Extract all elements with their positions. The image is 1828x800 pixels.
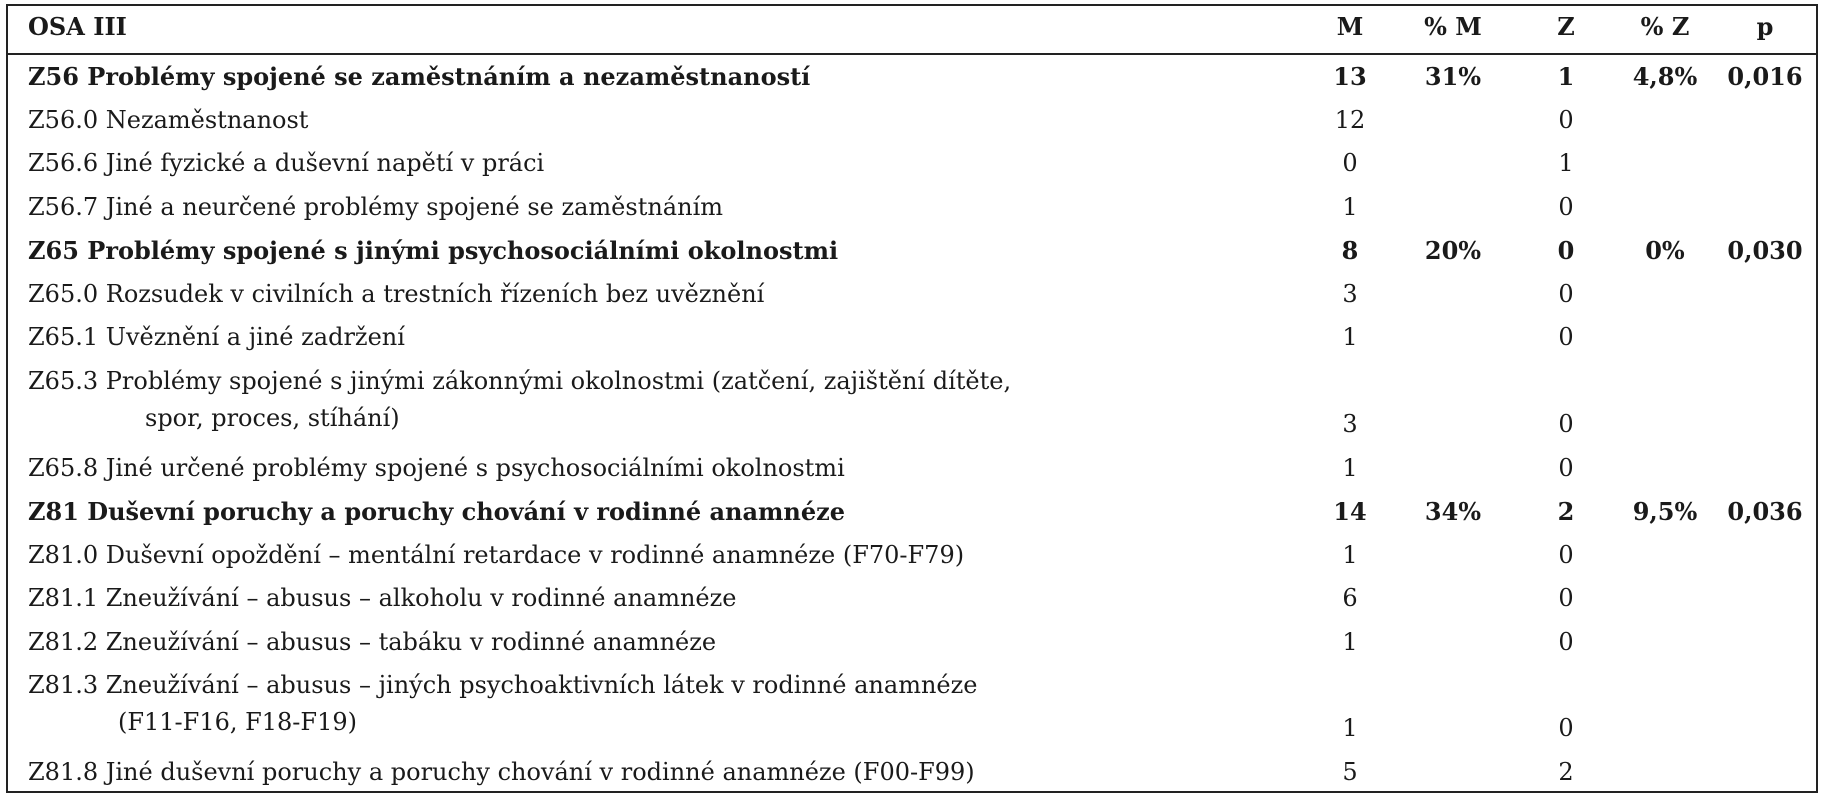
- row-z: 0: [1558, 323, 1574, 351]
- row-p: 0,030: [1727, 236, 1803, 265]
- row-z: 0: [1558, 279, 1574, 308]
- row-m: 1: [1342, 192, 1358, 221]
- header-p: p: [1756, 12, 1774, 41]
- table-row: [8, 664, 1816, 751]
- row-label: Z56 Problémy spojené se zaměstnáním a nezaměstnaností: [28, 62, 811, 91]
- row-label-line1: Z81.3 Zneužívání – abusus – jiných psychoaktivních látek v rodinné anamnéze: [28, 671, 978, 699]
- row-m: 8: [1341, 236, 1359, 265]
- row-z: 2: [1557, 497, 1575, 526]
- table-row: [8, 621, 1816, 665]
- table-row: [8, 751, 1816, 795]
- row-label: Z81.0 Duševní opoždění – mentální retardace v rodinné anamnéze (F70-F79): [28, 540, 965, 569]
- row-label: Z65.8 Jiné určené problémy spojené s psychosociálními okolnostmi: [28, 453, 845, 482]
- row-label: Z65.0 Rozsudek v civilních a trestních řízeních bez uvěznění: [28, 279, 765, 308]
- table-row: [8, 99, 1816, 143]
- table-body: [8, 55, 1816, 795]
- row-z: 0: [1557, 236, 1575, 265]
- row-label: [28, 367, 1011, 432]
- row-z: 0: [1558, 584, 1574, 612]
- row-m: 13: [1333, 62, 1367, 91]
- row-percent-m: 31%: [1424, 62, 1482, 91]
- row-z: 1: [1558, 149, 1574, 177]
- table-row: [8, 490, 1816, 534]
- row-z: 2: [1558, 758, 1574, 786]
- row-m: 1: [1342, 627, 1358, 656]
- row-label-line2: (F11-F16, F18-F19): [118, 708, 357, 736]
- row-m: 0: [1342, 149, 1358, 177]
- row-percent-m: 20%: [1424, 236, 1482, 265]
- table-row: [8, 186, 1816, 230]
- header-z: Z: [1557, 12, 1575, 41]
- header-m: M: [1336, 12, 1364, 41]
- row-z: 0: [1558, 192, 1574, 221]
- row-z: 1: [1557, 62, 1575, 91]
- row-m: 1: [1342, 714, 1358, 742]
- data-table: [6, 4, 1818, 793]
- row-z: 0: [1558, 453, 1574, 482]
- row-z: 0: [1558, 540, 1574, 569]
- row-m: 6: [1342, 584, 1358, 612]
- row-p: 0,016: [1727, 62, 1803, 91]
- row-m: 1: [1342, 453, 1358, 482]
- table-row: [8, 55, 1816, 99]
- table-row: [8, 360, 1816, 447]
- row-m: 1: [1342, 323, 1358, 351]
- row-z: 0: [1558, 714, 1574, 742]
- table-row: [8, 273, 1816, 317]
- table-row: [8, 534, 1816, 578]
- row-percent-m: 34%: [1424, 497, 1482, 526]
- row-m: 5: [1342, 758, 1358, 786]
- row-z: 0: [1558, 409, 1574, 438]
- row-m: 3: [1342, 409, 1358, 438]
- header-title: OSA III: [28, 12, 127, 41]
- row-percent-z: 9,5%: [1632, 497, 1698, 526]
- row-label: Z56.6 Jiné fyzické a duševní napětí v práci: [28, 149, 545, 177]
- row-label: Z81.2 Zneužívání – abusus – tabáku v rodinné anamnéze: [28, 627, 717, 656]
- header-percent-m: % M: [1424, 12, 1482, 41]
- row-m: 1: [1342, 540, 1358, 569]
- table-row: [8, 577, 1816, 621]
- row-label-line2: spor, proces, stíhání): [145, 403, 400, 432]
- row-z: 0: [1558, 627, 1574, 656]
- header-percent-z: % Z: [1640, 12, 1690, 41]
- row-m: 3: [1342, 279, 1358, 308]
- row-label: Z56.0 Nezaměstnanost: [28, 105, 309, 134]
- table-row: [8, 316, 1816, 360]
- row-percent-z: 4,8%: [1632, 62, 1698, 91]
- table-row: [8, 447, 1816, 491]
- row-z: 0: [1558, 105, 1574, 134]
- row-m: 14: [1333, 497, 1367, 526]
- row-percent-z: 0%: [1645, 236, 1685, 265]
- row-label: Z81 Duševní poruchy a poruchy chování v rodinné anamnéze: [28, 497, 846, 526]
- table-row: [8, 229, 1816, 273]
- row-label-line1: Z65.3 Problémy spojené s jinými zákonnými okolnostmi (zatčení, zajištění dítěte,: [28, 366, 1012, 395]
- row-label: Z65.1 Uvěznění a jiné zadržení: [28, 323, 405, 351]
- row-label: [28, 671, 977, 736]
- table-row: [8, 142, 1816, 186]
- row-label: Z81.1 Zneužívání – abusus – alkoholu v rodinné anamnéze: [28, 584, 737, 612]
- row-p: 0,036: [1727, 497, 1803, 526]
- row-label: Z81.8 Jiné duševní poruchy a poruchy chování v rodinné anamnéze (F00-F99): [28, 758, 975, 786]
- table-header: [8, 6, 1816, 55]
- row-label: Z56.7 Jiné a neurčené problémy spojené se zaměstnáním: [28, 192, 724, 221]
- row-label: Z65 Problémy spojené s jinými psychosociálními okolnostmi: [28, 236, 839, 265]
- row-m: 12: [1334, 105, 1366, 134]
